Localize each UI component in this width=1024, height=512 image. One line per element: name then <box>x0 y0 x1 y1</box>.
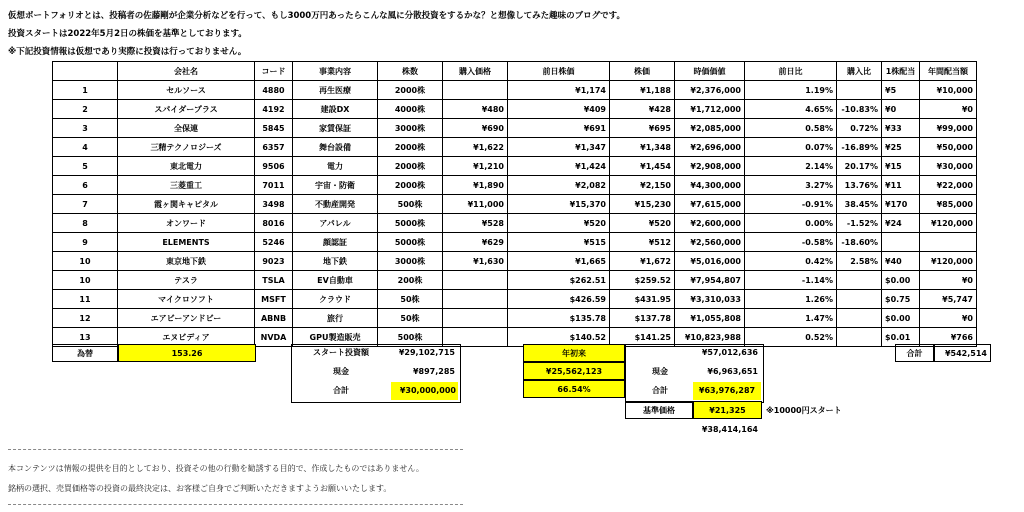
price-cell: ¥695 <box>610 119 675 138</box>
market-value-cell: ¥2,560,000 <box>675 233 745 252</box>
stock-code-cell: 7011 <box>255 176 293 195</box>
stock-code-cell: TSLA <box>255 271 293 290</box>
prev-change-cell: 2.14% <box>745 157 837 176</box>
company-name-cell: 三精テクノロジーズ <box>118 138 255 157</box>
price-cell: $137.78 <box>610 309 675 328</box>
stock-code-cell: 6357 <box>255 138 293 157</box>
company-name-cell: ELEMENTS <box>118 233 255 252</box>
prev-price-cell: ¥1,424 <box>508 157 610 176</box>
table-row <box>53 138 977 157</box>
shares-cell: 2000株 <box>378 138 443 157</box>
company-name-cell: 東京地下鉄 <box>118 252 255 271</box>
table-row <box>53 290 977 309</box>
row-number-cell: 9 <box>53 233 118 252</box>
divider-bottom <box>8 504 463 505</box>
business-cell: 宇宙・防衛 <box>293 176 378 195</box>
prev-price-cell: ¥1,665 <box>508 252 610 271</box>
dividend-per-share-cell: $0.00 <box>882 271 920 290</box>
purchase-price-cell: ¥480 <box>443 100 508 119</box>
dividend-per-share-cell: ¥170 <box>882 195 920 214</box>
shares-cell: 5000株 <box>378 214 443 233</box>
price-cell: $141.25 <box>610 328 675 347</box>
fx-value: 153.26 <box>118 344 256 362</box>
header-cell: 1株配当 <box>882 62 920 81</box>
prev-change-cell: 1.19% <box>745 81 837 100</box>
purchase-change-cell <box>837 271 882 290</box>
company-name-cell: セルソース <box>118 81 255 100</box>
stock-code-cell: MSFT <box>255 290 293 309</box>
table-header-row <box>53 62 977 81</box>
price-cell: $259.52 <box>610 271 675 290</box>
cash-label: 現金 <box>333 367 349 376</box>
business-cell: クラウド <box>293 290 378 309</box>
purchase-price-cell: ¥1,890 <box>443 176 508 195</box>
dividend-per-share-cell: ¥24 <box>882 214 920 233</box>
intro-line-3: ※下記投資情報は仮想であり実際に投資は行っておりません。 <box>8 47 247 57</box>
annual-dividend-cell: ¥0 <box>920 271 977 290</box>
purchase-change-cell <box>837 81 882 100</box>
row-number-cell: 4 <box>53 138 118 157</box>
dividend-per-share-cell: $0.75 <box>882 290 920 309</box>
dividend-per-share-cell: ¥5 <box>882 81 920 100</box>
purchase-change-cell: 20.17% <box>837 157 882 176</box>
company-name-cell: 全保連 <box>118 119 255 138</box>
table-row <box>53 233 977 252</box>
header-cell <box>53 62 118 81</box>
dividend-per-share-cell <box>882 233 920 252</box>
base-value: ¥21,325 <box>693 401 762 419</box>
total-label: 合計 <box>333 386 349 395</box>
table-row <box>53 252 977 271</box>
company-name-cell: スパイダープラス <box>118 100 255 119</box>
business-cell: EV自動車 <box>293 271 378 290</box>
prev-price-cell: ¥1,174 <box>508 81 610 100</box>
purchase-price-cell: ¥629 <box>443 233 508 252</box>
portfolio-table <box>52 61 977 347</box>
row-number-cell: 12 <box>53 309 118 328</box>
dividend-per-share-cell: $0.00 <box>882 309 920 328</box>
price-cell: ¥1,454 <box>610 157 675 176</box>
purchase-change-cell: 13.76% <box>837 176 882 195</box>
total2-value: ¥63,976,287 <box>693 382 761 400</box>
business-cell: 建設DX <box>293 100 378 119</box>
business-cell: 電力 <box>293 157 378 176</box>
company-name-cell: 三菱重工 <box>118 176 255 195</box>
table-row <box>53 309 977 328</box>
company-name-cell: オンワード <box>118 214 255 233</box>
annual-dividend-cell: ¥85,000 <box>920 195 977 214</box>
shares-cell: 500株 <box>378 328 443 347</box>
row-number-cell: 10 <box>53 271 118 290</box>
annual-dividend-cell <box>920 233 977 252</box>
price-cell: ¥1,188 <box>610 81 675 100</box>
prev-change-cell: 0.58% <box>745 119 837 138</box>
market-value-cell: ¥2,600,000 <box>675 214 745 233</box>
purchase-change-cell <box>837 290 882 309</box>
prev-price-cell: $140.52 <box>508 328 610 347</box>
purchase-price-cell: ¥690 <box>443 119 508 138</box>
prev-change-cell: 0.07% <box>745 138 837 157</box>
prev-price-cell: ¥1,347 <box>508 138 610 157</box>
shares-cell: 2000株 <box>378 157 443 176</box>
row-number-cell: 10 <box>53 252 118 271</box>
purchase-price-cell: ¥1,622 <box>443 138 508 157</box>
table-row <box>53 195 977 214</box>
table-row <box>53 100 977 119</box>
dividend-per-share-cell: ¥11 <box>882 176 920 195</box>
annual-dividend-cell: ¥99,000 <box>920 119 977 138</box>
table-row <box>53 214 977 233</box>
company-name-cell: エアビーアンドビー <box>118 309 255 328</box>
div-total-value: ¥542,514 <box>934 344 991 362</box>
business-cell: GPU製造販売 <box>293 328 378 347</box>
market-value-cell: ¥10,823,988 <box>675 328 745 347</box>
row-number-cell: 5 <box>53 157 118 176</box>
purchase-change-cell: 2.58% <box>837 252 882 271</box>
prev-price-cell: $262.51 <box>508 271 610 290</box>
market-value-cell: ¥5,016,000 <box>675 252 745 271</box>
header-cell: 前日比 <box>745 62 837 81</box>
business-cell: アパレル <box>293 214 378 233</box>
row-number-cell: 8 <box>53 214 118 233</box>
price-cell: ¥1,672 <box>610 252 675 271</box>
price-cell: ¥520 <box>610 214 675 233</box>
stock-code-cell: NVDA <box>255 328 293 347</box>
prev-price-cell: ¥2,082 <box>508 176 610 195</box>
annual-dividend-cell: ¥22,000 <box>920 176 977 195</box>
stock-code-cell: 5246 <box>255 233 293 252</box>
dividend-per-share-cell: ¥40 <box>882 252 920 271</box>
prev-price-cell: ¥15,370 <box>508 195 610 214</box>
annual-dividend-cell: ¥5,747 <box>920 290 977 309</box>
purchase-change-cell <box>837 309 882 328</box>
purchase-price-cell: ¥11,000 <box>443 195 508 214</box>
stock-code-cell: 9023 <box>255 252 293 271</box>
business-cell: 旅行 <box>293 309 378 328</box>
price-cell: ¥512 <box>610 233 675 252</box>
prev-price-cell: $135.78 <box>508 309 610 328</box>
prev-change-cell: 1.47% <box>745 309 837 328</box>
table-row <box>53 81 977 100</box>
purchase-change-cell: -1.52% <box>837 214 882 233</box>
extra-value: ¥38,414,164 <box>701 425 758 434</box>
shares-cell: 200株 <box>378 271 443 290</box>
shares-cell: 50株 <box>378 309 443 328</box>
yearstart-value: ¥25,562,123 <box>523 362 625 380</box>
price-cell: ¥15,230 <box>610 195 675 214</box>
business-cell: 舞台設備 <box>293 138 378 157</box>
shares-cell: 5000株 <box>378 233 443 252</box>
shares-cell: 4000株 <box>378 100 443 119</box>
dividend-per-share-cell: ¥25 <box>882 138 920 157</box>
shares-cell: 2000株 <box>378 176 443 195</box>
market-value-cell: ¥3,310,033 <box>675 290 745 309</box>
start-label: スタート投資額 <box>313 348 369 357</box>
annual-dividend-cell: ¥766 <box>920 328 977 347</box>
prev-change-cell: -0.91% <box>745 195 837 214</box>
stock-code-cell: 4192 <box>255 100 293 119</box>
purchase-price-cell <box>443 309 508 328</box>
business-cell: 地下鉄 <box>293 252 378 271</box>
base-note: ※10000円スタート <box>766 406 842 415</box>
header-cell: コード <box>255 62 293 81</box>
business-cell: 再生医療 <box>293 81 378 100</box>
market-value-cell: ¥2,908,000 <box>675 157 745 176</box>
purchase-price-cell <box>443 290 508 309</box>
company-name-cell: マイクロソフト <box>118 290 255 309</box>
purchase-price-cell: ¥1,630 <box>443 252 508 271</box>
start-value: ¥29,102,715 <box>398 348 455 357</box>
purchase-change-cell: 0.72% <box>837 119 882 138</box>
company-name-cell: エヌビディア <box>118 328 255 347</box>
cash2-value: ¥6,963,651 <box>707 367 758 376</box>
purchase-change-cell: -10.83% <box>837 100 882 119</box>
market-value-cell: ¥2,696,000 <box>675 138 745 157</box>
annual-dividend-cell: ¥0 <box>920 100 977 119</box>
stock-code-cell: 3498 <box>255 195 293 214</box>
market-total: ¥57,012,636 <box>701 348 758 357</box>
header-cell: 購入比 <box>837 62 882 81</box>
annual-dividend-cell: ¥120,000 <box>920 214 977 233</box>
disclaimer-line-1: 本コンテンツは情報の提供を目的としており、投資その他の行動を勧誘する目的で、作成したものではありません。 <box>8 464 424 473</box>
market-value-cell: ¥1,055,808 <box>675 309 745 328</box>
shares-cell: 500株 <box>378 195 443 214</box>
header-cell: 購入価格 <box>443 62 508 81</box>
market-value-cell: ¥2,376,000 <box>675 81 745 100</box>
purchase-price-cell: ¥528 <box>443 214 508 233</box>
intro-line-1: 仮想ポートフォリオとは、投稿者の佐藤剛が企業分析などを行って、もし3000万円あったらこんな風に分散投資をするかな？と想像してみた趣味のブログです。 <box>8 11 625 21</box>
prev-price-cell: $426.59 <box>508 290 610 309</box>
intro-line-2: 投資スタートは2022年5月2日の株価を基準としております。 <box>8 29 247 39</box>
yearstart-label: 年初来 <box>523 344 625 362</box>
disclaimer-line-2: 銘柄の選択、売買価格等の投資の最終決定は、お客様ご自身でご判断いただきますようお願いいたします。 <box>8 484 392 493</box>
header-cell: 株数 <box>378 62 443 81</box>
dividend-per-share-cell: ¥0 <box>882 100 920 119</box>
prev-change-cell: 0.00% <box>745 214 837 233</box>
business-cell: 家賃保証 <box>293 119 378 138</box>
yearstart-pct: 66.54% <box>523 380 625 398</box>
dividend-per-share-cell: ¥33 <box>882 119 920 138</box>
prev-change-cell: -1.14% <box>745 271 837 290</box>
total-value: ¥30,000,000 <box>391 382 458 400</box>
cash2-label: 現金 <box>652 367 668 376</box>
row-number-cell: 2 <box>53 100 118 119</box>
price-cell: ¥428 <box>610 100 675 119</box>
prev-price-cell: ¥515 <box>508 233 610 252</box>
stock-code-cell: 9506 <box>255 157 293 176</box>
purchase-price-cell <box>443 271 508 290</box>
market-value-cell: ¥1,712,000 <box>675 100 745 119</box>
dividend-per-share-cell: ¥15 <box>882 157 920 176</box>
header-cell: 株価 <box>610 62 675 81</box>
purchase-change-cell: 38.45% <box>837 195 882 214</box>
prev-change-cell: 4.65% <box>745 100 837 119</box>
prev-change-cell: 0.52% <box>745 328 837 347</box>
prev-change-cell: 1.26% <box>745 290 837 309</box>
purchase-change-cell <box>837 328 882 347</box>
table-row <box>53 176 977 195</box>
business-cell: 顔認証 <box>293 233 378 252</box>
stock-code-cell: ABNB <box>255 309 293 328</box>
annual-dividend-cell: ¥10,000 <box>920 81 977 100</box>
business-cell: 不動産開発 <box>293 195 378 214</box>
market-value-cell: ¥7,615,000 <box>675 195 745 214</box>
purchase-price-cell <box>443 81 508 100</box>
row-number-cell: 3 <box>53 119 118 138</box>
annual-dividend-cell: ¥120,000 <box>920 252 977 271</box>
stock-code-cell: 5845 <box>255 119 293 138</box>
base-label: 基準価格 <box>625 401 693 419</box>
row-number-cell: 7 <box>53 195 118 214</box>
prev-change-cell: 3.27% <box>745 176 837 195</box>
row-number-cell: 6 <box>53 176 118 195</box>
market-value-cell: ¥2,085,000 <box>675 119 745 138</box>
shares-cell: 3000株 <box>378 119 443 138</box>
price-cell: ¥1,348 <box>610 138 675 157</box>
prev-change-cell: -0.58% <box>745 233 837 252</box>
purchase-price-cell: ¥1,210 <box>443 157 508 176</box>
table-row <box>53 157 977 176</box>
company-name-cell: 東北電力 <box>118 157 255 176</box>
prev-price-cell: ¥691 <box>508 119 610 138</box>
shares-cell: 3000株 <box>378 252 443 271</box>
prev-change-cell: 0.42% <box>745 252 837 271</box>
cash-value: ¥897,285 <box>412 367 455 376</box>
stock-code-cell: 8016 <box>255 214 293 233</box>
price-cell: ¥2,150 <box>610 176 675 195</box>
header-cell: 前日株価 <box>508 62 610 81</box>
prev-price-cell: ¥520 <box>508 214 610 233</box>
shares-cell: 2000株 <box>378 81 443 100</box>
row-number-cell: 13 <box>53 328 118 347</box>
dividend-per-share-cell: $0.01 <box>882 328 920 347</box>
divider-top <box>8 449 463 450</box>
annual-dividend-cell: ¥50,000 <box>920 138 977 157</box>
header-cell: 事業内容 <box>293 62 378 81</box>
annual-dividend-cell: ¥30,000 <box>920 157 977 176</box>
stock-code-cell: 4880 <box>255 81 293 100</box>
annual-dividend-cell: ¥0 <box>920 309 977 328</box>
div-total-label: 合計 <box>895 344 934 362</box>
market-value-cell: ¥4,300,000 <box>675 176 745 195</box>
price-cell: $431.95 <box>610 290 675 309</box>
table-row <box>53 271 977 290</box>
total2-label: 合計 <box>652 386 668 395</box>
header-cell: 会社名 <box>118 62 255 81</box>
fx-label: 為替 <box>52 344 118 362</box>
market-value-cell: ¥7,954,807 <box>675 271 745 290</box>
purchase-change-cell: -16.89% <box>837 138 882 157</box>
table-row <box>53 119 977 138</box>
purchase-change-cell: -18.60% <box>837 233 882 252</box>
prev-price-cell: ¥409 <box>508 100 610 119</box>
row-number-cell: 11 <box>53 290 118 309</box>
row-number-cell: 1 <box>53 81 118 100</box>
company-name-cell: 霞ヶ関キャピタル <box>118 195 255 214</box>
company-name-cell: テスラ <box>118 271 255 290</box>
header-cell: 時価価値 <box>675 62 745 81</box>
header-cell: 年間配当額 <box>920 62 977 81</box>
shares-cell: 50株 <box>378 290 443 309</box>
